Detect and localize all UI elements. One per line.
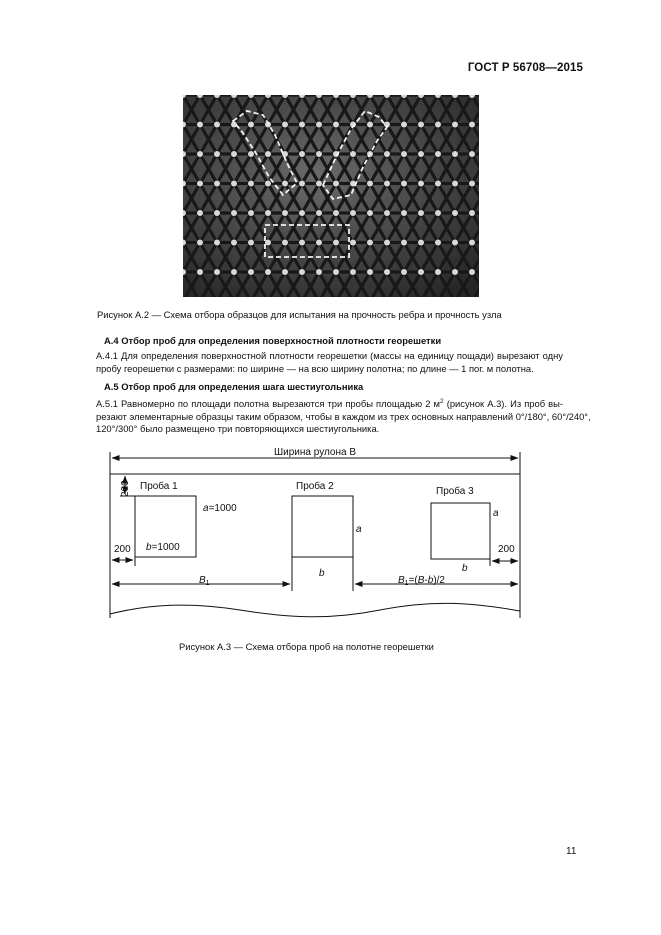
dimension-200-top: 200 <box>120 480 131 497</box>
paragraph-text: А.5.1 Равномерно по площади полотна вырезаются три пробы площадью 2 м <box>96 398 440 410</box>
sample-1-side-a <box>203 503 237 514</box>
sample-2-side-b: b <box>319 568 325 579</box>
b-symbol: b <box>146 542 152 553</box>
formula-part: )/2 <box>433 575 445 586</box>
sample-1-label: Проба 1 <box>140 481 178 492</box>
paragraph-line: 120°/300° было размещено три повторяющихся шестиугольника. <box>96 423 380 435</box>
section-a5-heading: А.5 Отбор проб для определения шага шестиугольника <box>104 381 364 392</box>
b1-formula <box>398 575 445 587</box>
paragraph-line: пробу георешетки с размерами: по ширине — на всю ширину полотна; по длине — 1 пог. м полотна. <box>96 362 534 374</box>
dimension-200-left: 200 <box>114 544 131 555</box>
paragraph-line: А.4.1 Для определения поверхностной плотности георешетки (массы на единицу пощади) вырезают одну <box>96 350 563 361</box>
sampling-scheme-diagram <box>100 444 530 629</box>
section-a4-heading: А.4 Отбор проб для определения поверхностной плотности георешетки <box>104 335 442 346</box>
formula-part: =( <box>408 575 418 586</box>
section-a5-paragraph <box>96 396 591 436</box>
sample-1-side-b <box>146 542 180 553</box>
roll-width-label: Ширина рулона В <box>273 447 357 458</box>
page-number: 11 <box>566 846 577 857</box>
sample-2-box <box>292 496 353 557</box>
sample-2-label: Проба 2 <box>296 481 334 492</box>
dimension-200-right: 200 <box>498 544 515 555</box>
formula-part: b <box>427 575 434 586</box>
sample-3-box <box>431 503 490 559</box>
figure-a2-caption: Рисунок А.2 — Схема отбора образцов для испытания на прочность ребра и прочность узла <box>97 309 502 320</box>
figure-a3-caption: Рисунок А.3 — Схема отбора проб на полотне георешетки <box>179 641 434 652</box>
section-a4-paragraph <box>96 350 563 375</box>
geogrid-photo <box>183 95 479 297</box>
paragraph-line <box>96 396 563 411</box>
sample-2-side-a: a <box>356 524 362 535</box>
b1-subscript: 1 <box>205 580 210 587</box>
paragraph-text: (рисунок А.3). Из проб вы- <box>443 398 563 410</box>
formula-part: B <box>417 575 425 586</box>
b1-symbol: B <box>398 575 405 586</box>
paragraph-line: резают элементарные образцы таким образом, чтобы в каждом из трех основных направлений 0°/180°, 60°/240°, <box>96 410 591 422</box>
b-value: =1000 <box>151 542 180 553</box>
b1-subscript: 1 <box>404 580 409 587</box>
roll-break-line <box>110 603 520 616</box>
sample-3-side-b: b <box>462 563 468 574</box>
formula-part: - <box>424 575 428 586</box>
b1-left-label <box>199 575 210 587</box>
a-value: =1000 <box>208 503 237 514</box>
superscript: 2 <box>440 398 444 405</box>
sample-3-side-a: a <box>493 508 499 519</box>
b1-symbol: B <box>199 575 206 586</box>
sample-3-label: Проба 3 <box>436 486 474 497</box>
document-header: ГОСТ Р 56708—2015 <box>467 62 583 74</box>
a-symbol: a <box>203 503 209 514</box>
